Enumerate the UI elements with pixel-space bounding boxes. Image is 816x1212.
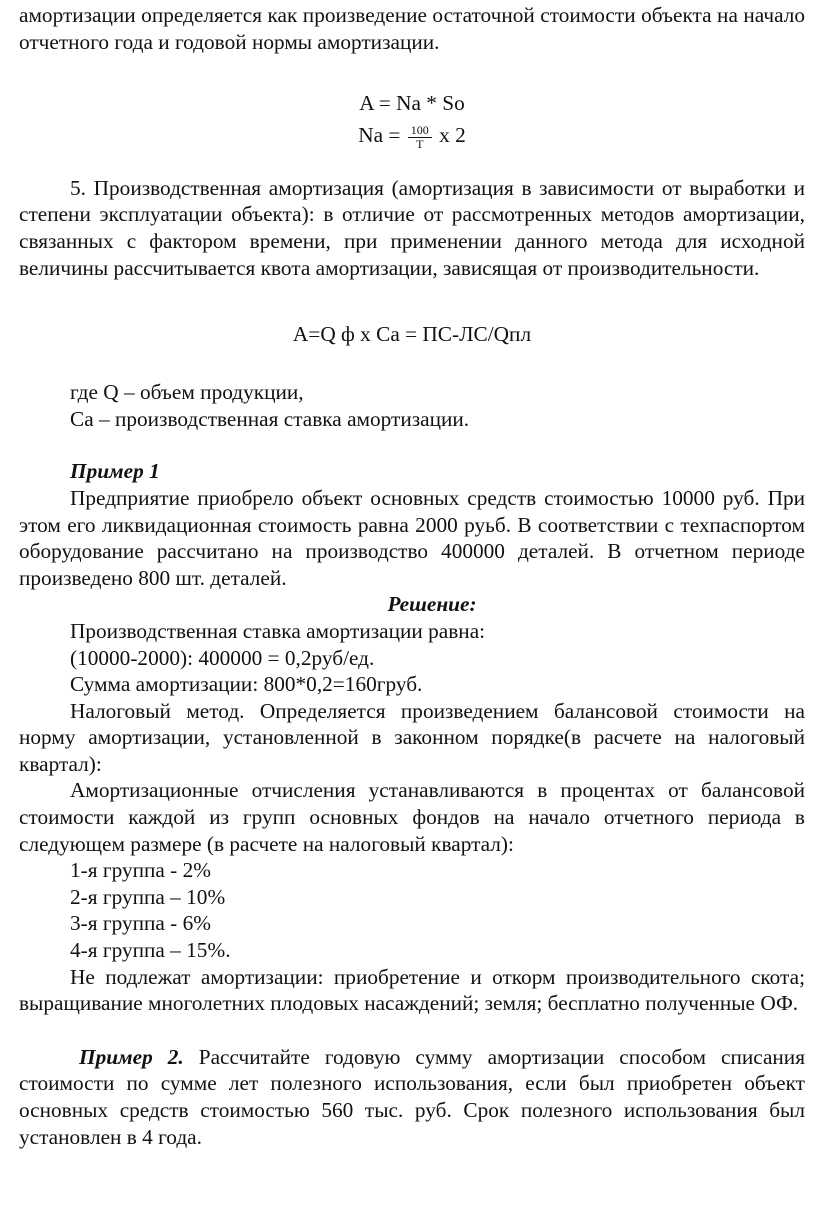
example2-title: Пример 2. [79,1044,184,1069]
solution-title: Решение: [387,592,477,617]
example1-text: Предприятие приобрело объект основных средств стоимостью 10000 руб. При этом его ликвидационная стоимость равна 2000 руьб. В соответствии с техпаспортом оборудование рассчитано на производство 400000 деталей. В отчетном периоде произведено 800 шт. деталей. [19,485,805,590]
example2-paragraph [19,1044,805,1150]
deductions-paragraph: Амортизационные отчисления устанавливаются в процентах от балансовой стоимости каждой из групп основных фондов на начало отчетного периода в следующем размере (в расчете на налоговый квартал): [19,778,805,856]
formula-production: А=Q ф х Са = ПС-ЛС/Qпл [292,322,532,347]
solution-line-1: Производственная ставка амортизации равна: [70,618,486,643]
fraction [408,124,432,151]
fraction-denominator: T [416,136,424,151]
intro-paragraph: амортизации определяется как произведение остаточной стоимости объекта на начало отчетного года и годовой нормы амортизации. [19,3,805,54]
formula-amortization: A = Na * So [359,91,465,116]
not-subject-paragraph: Не подлежат амортизации: приобретение и откорм производительного скота; выращивание многолетних плодовых насаждений; земля; бесплатно полученные ОФ. [19,964,805,1016]
where-q: где Q – объем продукции, [70,380,304,405]
formula-norm-right: x 2 [439,123,466,148]
formula-norm-left: Na = [358,123,401,148]
where-ca: Са – производственная ставка амортизации. [70,406,470,431]
document-page [19,0,805,1150]
group-item: 4-я группа – 15%. [70,938,231,963]
solution-line-2: (10000-2000): 400000 = 0,2руб/ед. [70,645,375,670]
example2-text: Рассчитайте годовую сумму амортизации способом списания стоимости по сумме лет полезного использования, если был приобретен объект основных средств стоимостью 560 тыс. руб. Срок полезного использования был установлен в 4 года. [19,1044,805,1149]
group-item: 3-я группа - 6% [70,911,211,936]
fraction-numerator: 100 [408,124,432,138]
tax-method-paragraph: Налоговый метод. Определяется произведением балансовой стоимости на норму амортизации, установленной в законном порядке(в расчете на налоговый квартал): [19,698,805,776]
group-item: 2-я группа – 10% [70,884,226,909]
item5-paragraph: 5. Производственная амортизация (амортизация в зависимости от выработки и степени эксплуатации объекта): в отличие от рассмотренных методов амортизации, связанных с фактором времени, при применении данного метода для исходной величины рассчитывается квота амортизации, зависящая от производительности. [19,175,805,280]
example1-title: Пример 1 [70,459,160,484]
formula-norm [19,120,805,151]
group-item: 1-я группа - 2% [70,858,211,883]
solution-line-3: Сумма амортизации: 800*0,2=160груб. [70,672,423,697]
